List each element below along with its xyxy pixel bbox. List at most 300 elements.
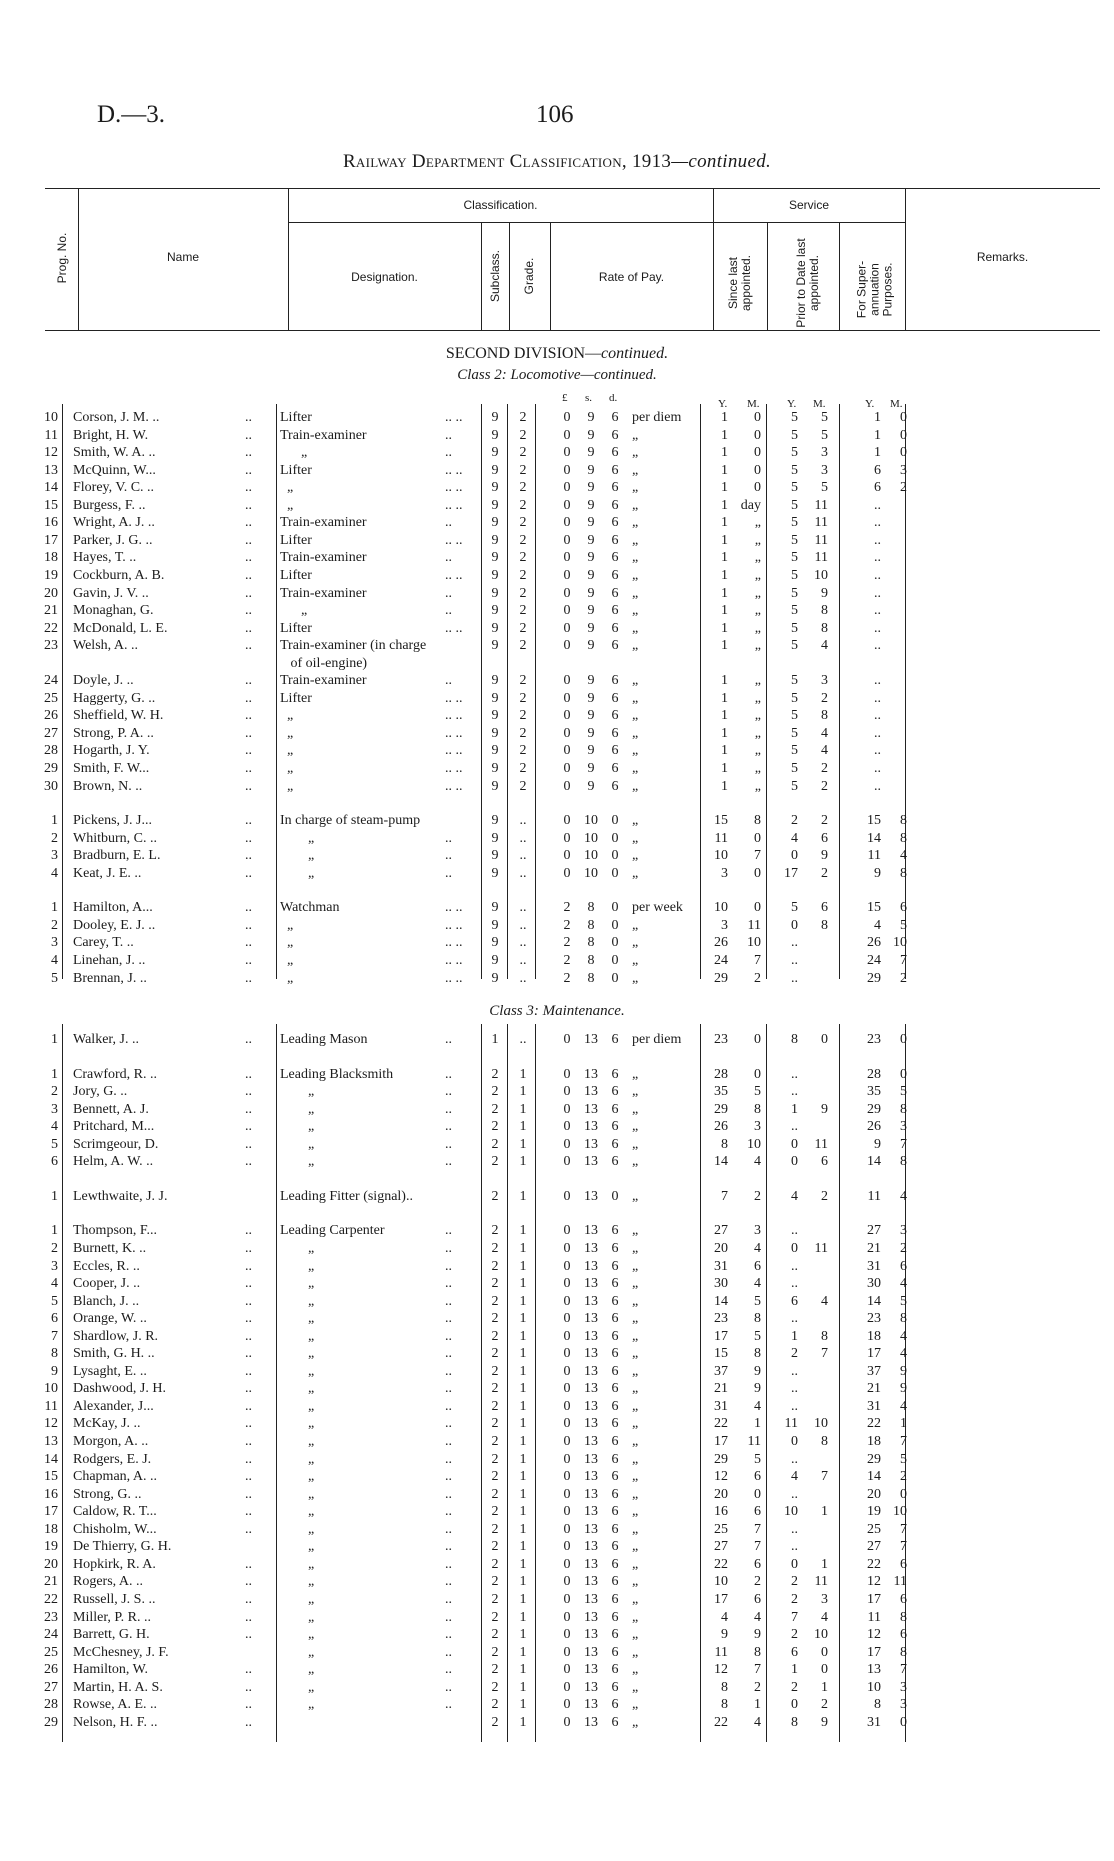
since-months: „	[754, 778, 761, 794]
leader-dots: ..	[245, 1101, 252, 1117]
table-row	[0, 1118, 1114, 1135]
super-years: 29	[867, 1451, 881, 1467]
pay-period: „	[632, 813, 639, 829]
super-months: 9	[900, 1363, 907, 1379]
pay-shillings: 13	[584, 1346, 598, 1362]
pay-shillings: 13	[584, 1328, 598, 1344]
designation: „	[280, 1154, 315, 1170]
super-years: ..	[874, 585, 881, 601]
leader-dots: ..	[245, 952, 252, 968]
row-number: 1	[51, 900, 58, 916]
pay-period: „	[632, 497, 639, 513]
subclass: 9	[491, 410, 499, 425]
pay-pence: 6	[611, 1101, 619, 1117]
table-row	[0, 1661, 1114, 1678]
grade: 2	[519, 480, 527, 496]
since-months: „	[754, 743, 761, 759]
designation: Train-examiner	[280, 427, 367, 443]
employee-name: Pritchard, M...	[73, 1119, 155, 1135]
row-number: 2	[51, 917, 58, 933]
grade: ..	[519, 970, 527, 986]
super-years: 10	[867, 1679, 881, 1695]
employee-name: Strong, P. A. ..	[73, 725, 154, 741]
designation: „	[280, 865, 315, 881]
employee-name: Helm, A. W. ..	[73, 1154, 154, 1170]
row-number: 27	[44, 725, 58, 741]
super-months: 0	[900, 445, 907, 461]
prior-months: 4	[821, 1609, 828, 1625]
pay-pounds: 0	[563, 1346, 571, 1362]
table-row	[0, 427, 1114, 444]
grade: 2	[519, 603, 527, 619]
prior-months: 9	[821, 1101, 828, 1117]
table-row	[0, 620, 1114, 637]
pay-pounds: 0	[563, 1469, 571, 1485]
header-grade: Grade.	[522, 257, 536, 295]
since-months: 0	[754, 900, 761, 916]
table-row	[0, 1031, 1114, 1048]
row-number: 30	[44, 778, 58, 794]
since-years: 27	[714, 1539, 728, 1555]
prior-months: 0	[821, 1644, 828, 1660]
since-months: 3	[754, 1119, 761, 1135]
designation: „	[280, 1627, 315, 1643]
pay-period: „	[632, 1486, 639, 1502]
designation: „	[280, 1311, 315, 1327]
since-months: 0	[754, 462, 761, 478]
grade: 1	[519, 1363, 527, 1379]
pay-pounds: 0	[563, 1328, 571, 1344]
subclass: 9	[491, 725, 499, 741]
pay-pence: 0	[611, 865, 619, 881]
pay-shillings: 13	[584, 1486, 598, 1502]
pay-period: „	[632, 1591, 639, 1607]
prior-years: ..	[791, 1521, 798, 1537]
pay-shillings: 9	[587, 427, 595, 443]
pay-period: per diem	[632, 410, 682, 425]
super-years: 29	[867, 970, 881, 986]
table-row	[0, 1521, 1114, 1538]
table-row	[0, 812, 1114, 829]
leader-dots: ..	[245, 1032, 252, 1047]
grade: ..	[519, 900, 527, 916]
since-years: 1	[721, 585, 728, 601]
title-main: Railway Department Classification, 1913	[342, 151, 672, 172]
prior-months: 8	[821, 1328, 828, 1344]
grade: 2	[519, 515, 527, 531]
designation: Lifter	[280, 532, 312, 548]
pay-pence: 0	[611, 935, 619, 951]
pay-shillings: 13	[584, 1066, 598, 1082]
prior-years: 5	[791, 603, 798, 619]
pay-pounds: 0	[563, 1556, 571, 1572]
subclass: 9	[491, 497, 499, 513]
since-months: 4	[754, 1276, 761, 1292]
pay-shillings: 13	[584, 1101, 598, 1117]
pay-pence: 6	[611, 1223, 619, 1239]
pay-period: „	[632, 1346, 639, 1362]
leader-dots: .. ..	[445, 480, 463, 496]
subclass: 2	[491, 1416, 499, 1432]
since-years: 14	[714, 1293, 728, 1309]
pay-shillings: 13	[584, 1363, 598, 1379]
super-years: 1	[874, 410, 881, 425]
row-number: 27	[44, 1679, 58, 1695]
super-years: ..	[874, 550, 881, 566]
designation: „	[280, 1363, 315, 1379]
prior-months: 11	[814, 1574, 828, 1590]
header-rate: Rate of Pay.	[598, 270, 665, 284]
super-years: 11	[867, 848, 881, 864]
subclass: 2	[491, 1469, 499, 1485]
super-years: 26	[867, 935, 881, 951]
row-number: 4	[51, 1119, 58, 1135]
table-row	[0, 1328, 1114, 1345]
prior-years: 5	[791, 532, 798, 548]
table-row	[0, 549, 1114, 566]
since-months: 2	[754, 1188, 761, 1204]
since-months: „	[754, 725, 761, 741]
row-number: 24	[44, 673, 58, 689]
prior-months: 3	[821, 1591, 828, 1607]
pay-pounds: 0	[563, 1416, 571, 1432]
subclass: 9	[491, 567, 499, 583]
since-years: 9	[721, 1627, 728, 1643]
pay-pence: 6	[611, 708, 619, 724]
row-number: 2	[51, 830, 58, 846]
employee-name: McKay, J. ..	[73, 1416, 141, 1432]
pay-shillings: 9	[587, 620, 595, 636]
since-years: 1	[721, 778, 728, 794]
pay-shillings: 13	[584, 1662, 598, 1678]
since-years: 22	[714, 1416, 728, 1432]
table-row	[0, 1363, 1114, 1380]
since-months: „	[754, 620, 761, 636]
leader-dots: ..	[245, 603, 252, 619]
header-service: Service	[788, 198, 829, 212]
prior-years: 5	[791, 567, 798, 583]
since-months: „	[754, 567, 761, 583]
pay-pounds: 0	[563, 1223, 571, 1239]
prior-years: 1	[791, 1328, 798, 1344]
table-row	[0, 1609, 1114, 1626]
table-row	[0, 1153, 1114, 1170]
pay-shillings: 8	[587, 970, 595, 986]
pay-shillings: 13	[584, 1591, 598, 1607]
row-number: 23	[44, 638, 58, 654]
grade: 1	[519, 1240, 527, 1256]
employee-name: Bennett, A. J.	[73, 1101, 149, 1117]
super-years: 11	[867, 1609, 881, 1625]
pay-pence: 0	[611, 900, 619, 916]
prior-years: 2	[791, 1679, 798, 1695]
since-months: 4	[754, 1154, 761, 1170]
pay-shillings: 9	[587, 462, 595, 478]
grade: 1	[519, 1276, 527, 1292]
leader-dots: ..	[245, 761, 252, 776]
pay-shillings: 13	[584, 1521, 598, 1537]
prior-months: 11	[814, 550, 828, 566]
unit-year: Y.	[787, 398, 797, 410]
subclass: 9	[491, 900, 499, 916]
super-years: 17	[867, 1346, 881, 1362]
pay-period: „	[632, 673, 639, 689]
prior-years: 5	[791, 673, 798, 689]
leader-dots: ..	[445, 427, 452, 443]
since-years: 25	[714, 1521, 728, 1537]
grade: 1	[519, 1311, 527, 1327]
leader-dots: ..	[445, 550, 452, 566]
employee-name: Cockburn, A. B.	[73, 567, 165, 583]
since-years: 27	[714, 1223, 728, 1239]
employee-name: McQuinn, W...	[73, 462, 156, 478]
pay-period: „	[632, 848, 639, 864]
pay-shillings: 9	[587, 638, 595, 654]
pay-pence: 6	[611, 1714, 619, 1730]
since-months: 6	[754, 1258, 761, 1274]
super-years: 4	[874, 917, 881, 933]
since-years: 10	[714, 848, 728, 864]
super-years: 1	[874, 427, 881, 443]
leader-dots: .. ..	[445, 532, 463, 548]
employee-name: Walker, J. ..	[73, 1032, 139, 1047]
pay-period: „	[632, 1276, 639, 1292]
subclass: 9	[491, 673, 499, 689]
table-row	[0, 1415, 1114, 1432]
section-title-main: SECOND DIVISION—	[445, 345, 601, 362]
row-number: 6	[51, 1154, 58, 1170]
designation: „	[280, 1679, 315, 1695]
super-months: 7	[900, 1662, 907, 1678]
leader-dots: ..	[245, 1627, 252, 1643]
super-years: 18	[867, 1434, 881, 1449]
pay-period: „	[632, 1363, 639, 1379]
employee-name: McDonald, L. E.	[73, 620, 168, 636]
subclass: 9	[491, 638, 499, 654]
leader-dots: ..	[445, 1504, 452, 1520]
leader-dots: .. ..	[445, 497, 463, 513]
grade: 2	[519, 427, 527, 443]
leader-dots: ..	[245, 813, 252, 829]
pay-pounds: 0	[563, 708, 571, 724]
grade: 1	[519, 1416, 527, 1432]
leader-dots: ..	[245, 515, 252, 531]
pay-pounds: 0	[563, 1398, 571, 1414]
leader-dots: ..	[445, 865, 452, 881]
subclass: 2	[491, 1381, 499, 1397]
leader-dots: ..	[245, 1714, 252, 1730]
grade: ..	[519, 1032, 527, 1047]
since-months: „	[754, 585, 761, 601]
pay-period: „	[632, 1679, 639, 1695]
pay-pence: 6	[611, 1084, 619, 1100]
super-months: 8	[900, 865, 907, 881]
table-row	[0, 934, 1114, 951]
since-months: „	[754, 532, 761, 548]
pay-period: „	[632, 970, 639, 986]
prior-months: 8	[821, 917, 828, 933]
grade: 2	[519, 673, 527, 689]
super-months: 6	[900, 900, 907, 916]
prior-months: 3	[821, 445, 828, 461]
super-months: 6	[900, 1627, 907, 1643]
leader-dots: ..	[245, 690, 252, 706]
unit-month: M.	[813, 398, 826, 410]
pay-shillings: 13	[584, 1469, 598, 1485]
subclass: 2	[491, 1084, 499, 1100]
designation: „	[280, 1084, 315, 1100]
super-years: 18	[867, 1328, 881, 1344]
table-row	[0, 1258, 1114, 1275]
prior-years: 6	[791, 1644, 798, 1660]
pay-pence: 6	[611, 1469, 619, 1485]
pay-shillings: 8	[587, 900, 595, 916]
since-years: 10	[714, 900, 728, 916]
pay-pounds: 0	[563, 1311, 571, 1327]
grade: 1	[519, 1644, 527, 1660]
prior-years: ..	[791, 1486, 798, 1502]
row-number: 3	[51, 1101, 58, 1117]
leader-dots: ..	[245, 550, 252, 566]
row-number: 5	[51, 1136, 58, 1152]
pay-period: „	[632, 1101, 639, 1117]
super-months: 6	[900, 1556, 907, 1572]
super-months: 7	[900, 1136, 907, 1152]
table-row	[0, 1451, 1114, 1468]
prior-years: 11	[784, 1416, 798, 1432]
designation: „	[280, 743, 294, 759]
super-years: ..	[874, 620, 881, 636]
designation: „	[280, 445, 308, 461]
super-years: 6	[874, 480, 881, 496]
pay-period: „	[632, 515, 639, 531]
table-row	[0, 1714, 1114, 1731]
pay-pounds: 0	[563, 1521, 571, 1537]
row-number: 7	[51, 1328, 58, 1344]
pay-pence: 6	[611, 1697, 619, 1713]
leader-dots: ..	[245, 462, 252, 478]
employee-name: Keat, J. E. ..	[73, 865, 142, 881]
subclass: 9	[491, 427, 499, 443]
table-row	[0, 778, 1114, 795]
pay-pence: 6	[611, 673, 619, 689]
leader-dots: ..	[245, 1328, 252, 1344]
designation: Lifter	[280, 462, 312, 478]
leader-dots: ..	[245, 830, 252, 846]
super-months: 3	[900, 462, 907, 478]
subclass: 9	[491, 813, 499, 829]
table-row	[0, 1679, 1114, 1696]
header-divider	[839, 222, 840, 330]
subclass: 9	[491, 935, 499, 951]
super-years: 23	[867, 1032, 881, 1047]
prior-years: 5	[791, 900, 798, 916]
row-number: 19	[44, 1539, 58, 1555]
table-row	[0, 514, 1114, 531]
prior-years: ..	[791, 970, 798, 986]
employee-name: Carey, T. ..	[73, 935, 134, 951]
super-years: 12	[867, 1627, 881, 1643]
subclass: 9	[491, 515, 499, 531]
employee-name: Caldow, R. T...	[73, 1504, 157, 1520]
designation: „	[280, 1416, 315, 1432]
row-number: 22	[44, 620, 58, 636]
since-years: 1	[721, 743, 728, 759]
leader-dots: ..	[245, 778, 252, 794]
table-row	[0, 1188, 1114, 1205]
grade: 1	[519, 1154, 527, 1170]
pay-shillings: 13	[584, 1381, 598, 1397]
designation: „	[280, 1101, 315, 1117]
table-row	[0, 1591, 1114, 1608]
employee-name: Thompson, F...	[73, 1223, 158, 1239]
super-years: ..	[874, 725, 881, 741]
pay-period: „	[632, 1311, 639, 1327]
subclass: 2	[491, 1504, 499, 1520]
pay-pence: 6	[611, 778, 619, 794]
designation: „	[280, 1539, 315, 1555]
pay-pounds: 0	[563, 1276, 571, 1292]
since-months: 2	[754, 1679, 761, 1695]
row-number: 25	[44, 690, 58, 706]
super-months: 3	[900, 1697, 907, 1713]
super-years: 9	[874, 1136, 881, 1152]
prior-years: 5	[791, 427, 798, 443]
subclass: 9	[491, 480, 499, 496]
leader-dots: ..	[445, 1591, 452, 1607]
pay-period: „	[632, 1293, 639, 1309]
pay-period: „	[632, 532, 639, 548]
pay-shillings: 9	[587, 603, 595, 619]
since-years: 17	[714, 1328, 728, 1344]
leader-dots: ..	[245, 1697, 252, 1713]
row-number: 19	[44, 567, 58, 583]
pay-pence: 6	[611, 427, 619, 443]
leader-dots: ..	[245, 445, 252, 461]
since-months: 1	[754, 1416, 761, 1432]
pay-period: „	[632, 638, 639, 654]
since-years: 1	[721, 761, 728, 776]
subclass: 2	[491, 1556, 499, 1572]
leader-dots: .. ..	[445, 970, 463, 986]
leader-dots: ..	[245, 1311, 252, 1327]
pay-pence: 6	[611, 515, 619, 531]
since-months: „	[754, 638, 761, 654]
pay-pence: 6	[611, 1346, 619, 1362]
pay-shillings: 9	[587, 445, 595, 461]
pay-pounds: 0	[563, 1714, 571, 1730]
pay-shillings: 13	[584, 1032, 598, 1047]
subclass: 2	[491, 1644, 499, 1660]
prior-months: 4	[821, 1293, 828, 1309]
designation: „	[280, 1258, 315, 1274]
subclass: 2	[491, 1119, 499, 1135]
pay-period: „	[632, 585, 639, 601]
pay-pence: 6	[611, 1486, 619, 1502]
pay-pounds: 0	[563, 1293, 571, 1309]
row-number: 17	[44, 532, 58, 548]
since-months: 0	[754, 445, 761, 461]
table-row	[0, 1573, 1114, 1590]
super-months: 1	[900, 1416, 907, 1432]
pay-shillings: 8	[587, 935, 595, 951]
leader-dots: ..	[245, 1504, 252, 1520]
employee-name: Miller, P. R. ..	[73, 1609, 152, 1625]
pay-pounds: 2	[563, 952, 571, 968]
pay-shillings: 13	[584, 1416, 598, 1432]
grade: 1	[519, 1591, 527, 1607]
leader-dots: ..	[445, 1154, 452, 1170]
